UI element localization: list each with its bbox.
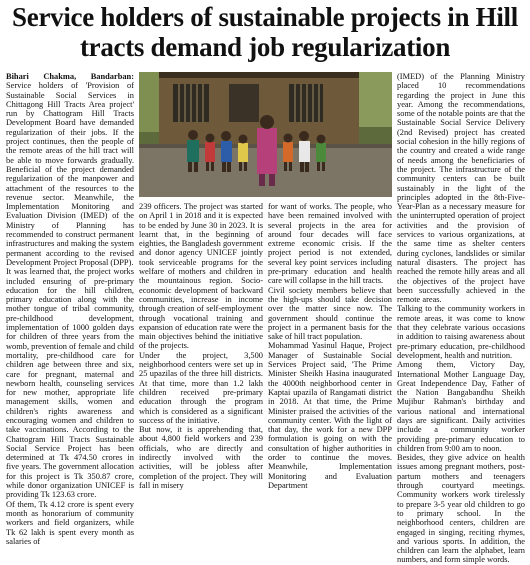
article-column-4 [397,72,525,565]
paragraph-text: Service holders of 'Provision of Sustainable Social Services in Chittagong Hill Tracts Area project' run by Chattogram Hill Tracts Development Board have demanded regularization of their jobs. If the project continues, then the people of the remote areas of the hill tract will be able to move forwards gradually. Beneficial of the project demanded regularization of the manpower and attachment of the resources to the revenue sector. Meanwhile, the Implementation Monitoring and Evaluation Division (IMED) of the Ministry of Planning has recommended to construct permanent infrastructures and making the system permanent according to the revised Development Project Proposal (DPP). [6,81,134,267]
article-column-1 [6,72,134,546]
byline: Bihari Chakma, Bandarban: [6,72,134,81]
paragraph: Besides, they give advice on health issues among pregnant mothers, post-partum mothers and teenagers through courtyard meetings. Community workers work tirelessly to prepare 3-5 year old children to go to primary school. In the neighborhood centers, children are engaged in singing, reciting rhymes, and various sports. In addition, the children can learn the alphabet, learn numbers, and form simple words. [397,453,525,565]
paragraph: Among them, Victory Day, International Mother Language Day, Great Independence Day, Father of the Nation Bangabandhu Sheikh Mujibur Rahman's birthday and various national and international days are significant. Daily activities include a community worker providing pre-primary education to children from 9:00 am to noon. [397,360,525,453]
article-column-2 [139,202,263,490]
paragraph: It was learned that, the project works included ensuring of pre-primary education for the hill children, primary education along with the mother tongue of tribal community, pre-childhood development, implementation of 1000 golden days for children of three years from the womb, prevention of female and child mortality, pre-childhood care for children age between three and six, care for pregnant, maternal and newborn health, counseling services for new mother, appropriate life management skills, women and children's rights awareness and encouraging women and children to take vaccinations. According to the Chattogram Hill Tracts Sustainable Social Service Project has been determined at Tk 474.50 crores in five years. The government allocation for this project is Tk 350.87 crore, while donor organization UNICEF is providing Tk 123.63 crore. [6,267,134,500]
news-photo [139,72,392,197]
paragraph: Of them, Tk 4.12 crore is spent every month as honorarium of community workers and field organizers, while Tk 62 lakh is spent every month as salaries of [6,499,134,546]
headline: Service holders of sustainable projects in Hill tracts demand job regularization [12,2,518,62]
paragraph: for want of works. The people, who have been remained involved with several projects in the area for around four decades will face extreme economic crisis. If the project period is not extended, several key point services including pre-primary education and health care will collapse in the hill tracts. [268,202,392,286]
paragraph: (IMED) of the Planning Ministry placed 10 recommendations regarding the project in June this year. Among the recommendations, some of the notable points are that the Sustainable Social Service Delivery (2nd Revised) project has created social cohesion in the hilly regions of the country and created a wide range of needs among the beneficiaries of the project. The infrastructure of the community centers can be built sustainably in the light of the principles adopted in the 8th-Five-Year-Plan as a necessary measure for the uninterrupted operation of project activities and the provision of services to various organizations, at the same time as shelter centers during cyclones, landslides or similar natural disasters. The project has reached the remote hilly areas and all the objectives of the project have been successfully achieved in the remote areas. [397,72,525,305]
paragraph: Mohammad Yasinul Haque, Project Manager of Sustainable Social Services Project said, 'The Prime Minister Sheikh Hasina inaugurated the 4000th neighborhood center in Kaptai upazila of Rangamati district in 2018. At that time, the Prime Minister praised the activities of the community center. With the light of that day, the work for a new DPP formulation is going on with the consultation of higher authorities in order to continue the moves. Meanwhile, Implementation Monitoring and Evaluation Department [268,341,392,490]
paragraph: Civil society members believe that the high-ups should take decision over the matter since now. The government should continue the project in a permanent basis for the sake of hill tract population. [268,285,392,342]
paragraph: But now, it is apprehending that, about 4,800 field workers and 239 officials, who are directly and indirectly involved with the activities, will be jobless after completion of the project. They will fall in misery [139,425,263,490]
paragraph: Under the project, 3,500 neighborhood centers were set up in 25 upazilas of the three hill districts. At that time, more than 1.2 lakh children received pre-primary education through the program which is considered as a significant success of the initiative. [139,350,263,425]
paragraph [6,72,134,267]
photo-image [139,72,392,197]
article-column-3 [268,202,392,490]
paragraph: Talking to the community workers in remote areas, it was come to know that they celebrate various occasions in addition to raising awareness about pre-primary education, pre-childhood development, health and nutrition. [397,304,525,360]
paragraph: 239 officers. The project was started on April 1 in 2018 and it is expected to be ended by June 30 in 2023. It is learnt that, in the beginning of eighties, the Bangladesh government and donor agency UNICEF jointly took serviceable programs for the welfare of mothers and children in the mountainous region. Socio-economic development of backward communities, increase in income through creation of self-employment through vocational training and expansion of education rate were the main objectives behind the initiative of the projects. [139,202,263,351]
